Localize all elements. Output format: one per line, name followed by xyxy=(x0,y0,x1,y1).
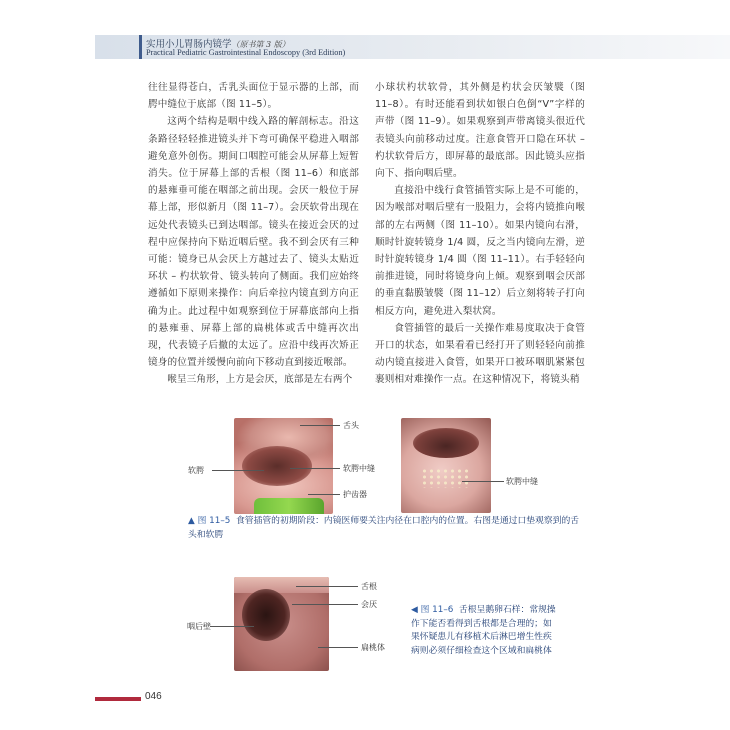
left-text-column xyxy=(148,79,359,389)
paragraph: 小球状杓状软骨，其外侧是杓状会厌皱襞（图 11–8）。有时还能看到状如银白色倒“V”字样的声带（图 11–9）。如果观察到声带离镜头很近代表镜头向前移动过度。注意食管开口隐在环状 – 杓状软骨后方，即屏幕的最底部。因此镜头应指向下、指向咽后壁。 xyxy=(375,82,585,180)
pharynx-opening-region xyxy=(413,428,479,458)
right-text-column xyxy=(375,79,585,389)
leader-line xyxy=(462,481,504,482)
label-palate-midline-2: 软腭中缝 xyxy=(506,477,538,486)
footer-accent-bar xyxy=(95,697,141,701)
leader-line xyxy=(212,470,264,471)
label-posterior-pharyngeal-wall: 咽后壁 xyxy=(187,622,211,631)
palate-surface-texture xyxy=(421,468,471,488)
leader-line xyxy=(292,604,358,605)
leader-line xyxy=(308,494,340,495)
running-header-accent xyxy=(139,35,142,59)
book-title-en: Practical Pediatric Gastrointestinal Endoscopy (3rd Edition) xyxy=(146,48,346,57)
leader-line xyxy=(318,647,358,648)
caption-marker-icon: ▲ xyxy=(188,516,195,526)
figure-number: 图 11–5 xyxy=(197,516,231,526)
leader-line xyxy=(210,626,254,627)
oral-cavity-region xyxy=(242,446,312,486)
paragraph: 食管插管的最后一关操作难易度取决于食管开口的状态，如果看看已经打开了则轻轻向前推动内镜直接进入食管，如果开口被环咽肌紧紧包裹则相对难操作一点。在这种情况下，将镜头稍 xyxy=(375,322,585,386)
pharynx-lumen-region xyxy=(242,589,290,641)
endoscopy-photo-tongue-root xyxy=(234,577,329,671)
paragraph: 往往显得苍白，舌乳头面位于显示器的上部，而腭中缝位于底部（图 11–5）。 xyxy=(148,82,359,111)
figure-caption-11-6 xyxy=(411,604,559,658)
paragraph: 喉呈三角形，上方是会厌，底部是左右两个 xyxy=(167,374,353,386)
mouthguard-region xyxy=(254,498,324,514)
leader-line xyxy=(300,425,340,426)
endoscopy-photo-oral-cavity xyxy=(234,418,333,514)
paragraph: 这两个结构是咽中线入路的解剖标志。沿这条路径轻轻推进镜头并下弯可确保平稳进入咽部避免意外创伤。期间口咽腔可能会从屏幕上短暂消失。位于屏幕上部的舌根（图 11–6）和底部的悬雍垂可能在咽部之前出现。会厌一般位于屏幕上部，形似新月（图 11–7）。会厌软骨出现在远处代表镜头已到达咽部。镜头在接近会厌的过程中应保持向下贴近咽后壁。我不到会厌有三种可能：镜身已从会厌上方越过去了、镜头太贴近环状 – 杓状软骨、镜头转向了侧面。我们应始终遵循如下原则来操作：向后牵拉内镜直到方向正确为止。此过程中如观察到位于屏幕底部向上指的悬雍垂、屏幕上部的扁桃体或舌中缝再次出现，代表镜子后撤的太远了。应沿中线再次矫正镜身的位置并缓慢向前向下移动直到接近喉部。 xyxy=(148,116,359,369)
caption-text: 舌根呈鹅卵石样：常规操作下能否看得到舌根都是合理的；如果怀疑患儿有移植术后淋巴增生性疾病则必须仔细检查这个区域和扁桃体 xyxy=(411,605,556,656)
endoscopy-photo-soft-palate xyxy=(401,418,491,513)
edition-label: （原书第 3 版） xyxy=(231,40,290,49)
page-number: 046 xyxy=(145,691,162,702)
leader-line xyxy=(296,586,358,587)
paragraph: 直接沿中线行食管插管实际上是不可能的，因为喉部对咽后壁有一股阻力，会将内镜推向喉部的左右两侧（图 11–10）。如果内镜向右滑，顺时针旋转镜身 1/4 圆，反之当内镜向左滑，逆时针旋转镜身 1/4 圆（图 11–11）。右手轻轻向前推进镜，同时将镜身向上倾。观察到咽会厌部的垂直黏膜皱襞（图 11–12）后立刻将转子打向相反方向，避免进入梨状窝。 xyxy=(375,185,585,317)
book-title-cn: 实用小儿胃肠内镜学 xyxy=(146,39,232,50)
figure-caption-11-5 xyxy=(188,515,584,542)
figure-number: 图 11–6 xyxy=(420,605,454,615)
label-soft-palate: 软腭 xyxy=(188,466,204,475)
label-mouthguard: 护齿器 xyxy=(343,490,367,499)
caption-text: 食管插管的初期阶段：内镜医师要关注内径在口腔内的位置。右图是通过口垫观察到的舌头和软腭 xyxy=(188,516,580,540)
label-tonsil: 扁桃体 xyxy=(361,643,385,652)
label-tongue-root: 舌根 xyxy=(361,582,377,591)
label-tongue: 舌头 xyxy=(343,421,359,430)
label-epiglottis: 会厌 xyxy=(361,600,377,609)
leader-line xyxy=(290,468,340,469)
caption-marker-icon: ◀ xyxy=(411,605,418,615)
tongue-root-region xyxy=(234,577,329,593)
label-palate-midline: 软腭中缝 xyxy=(343,464,375,473)
